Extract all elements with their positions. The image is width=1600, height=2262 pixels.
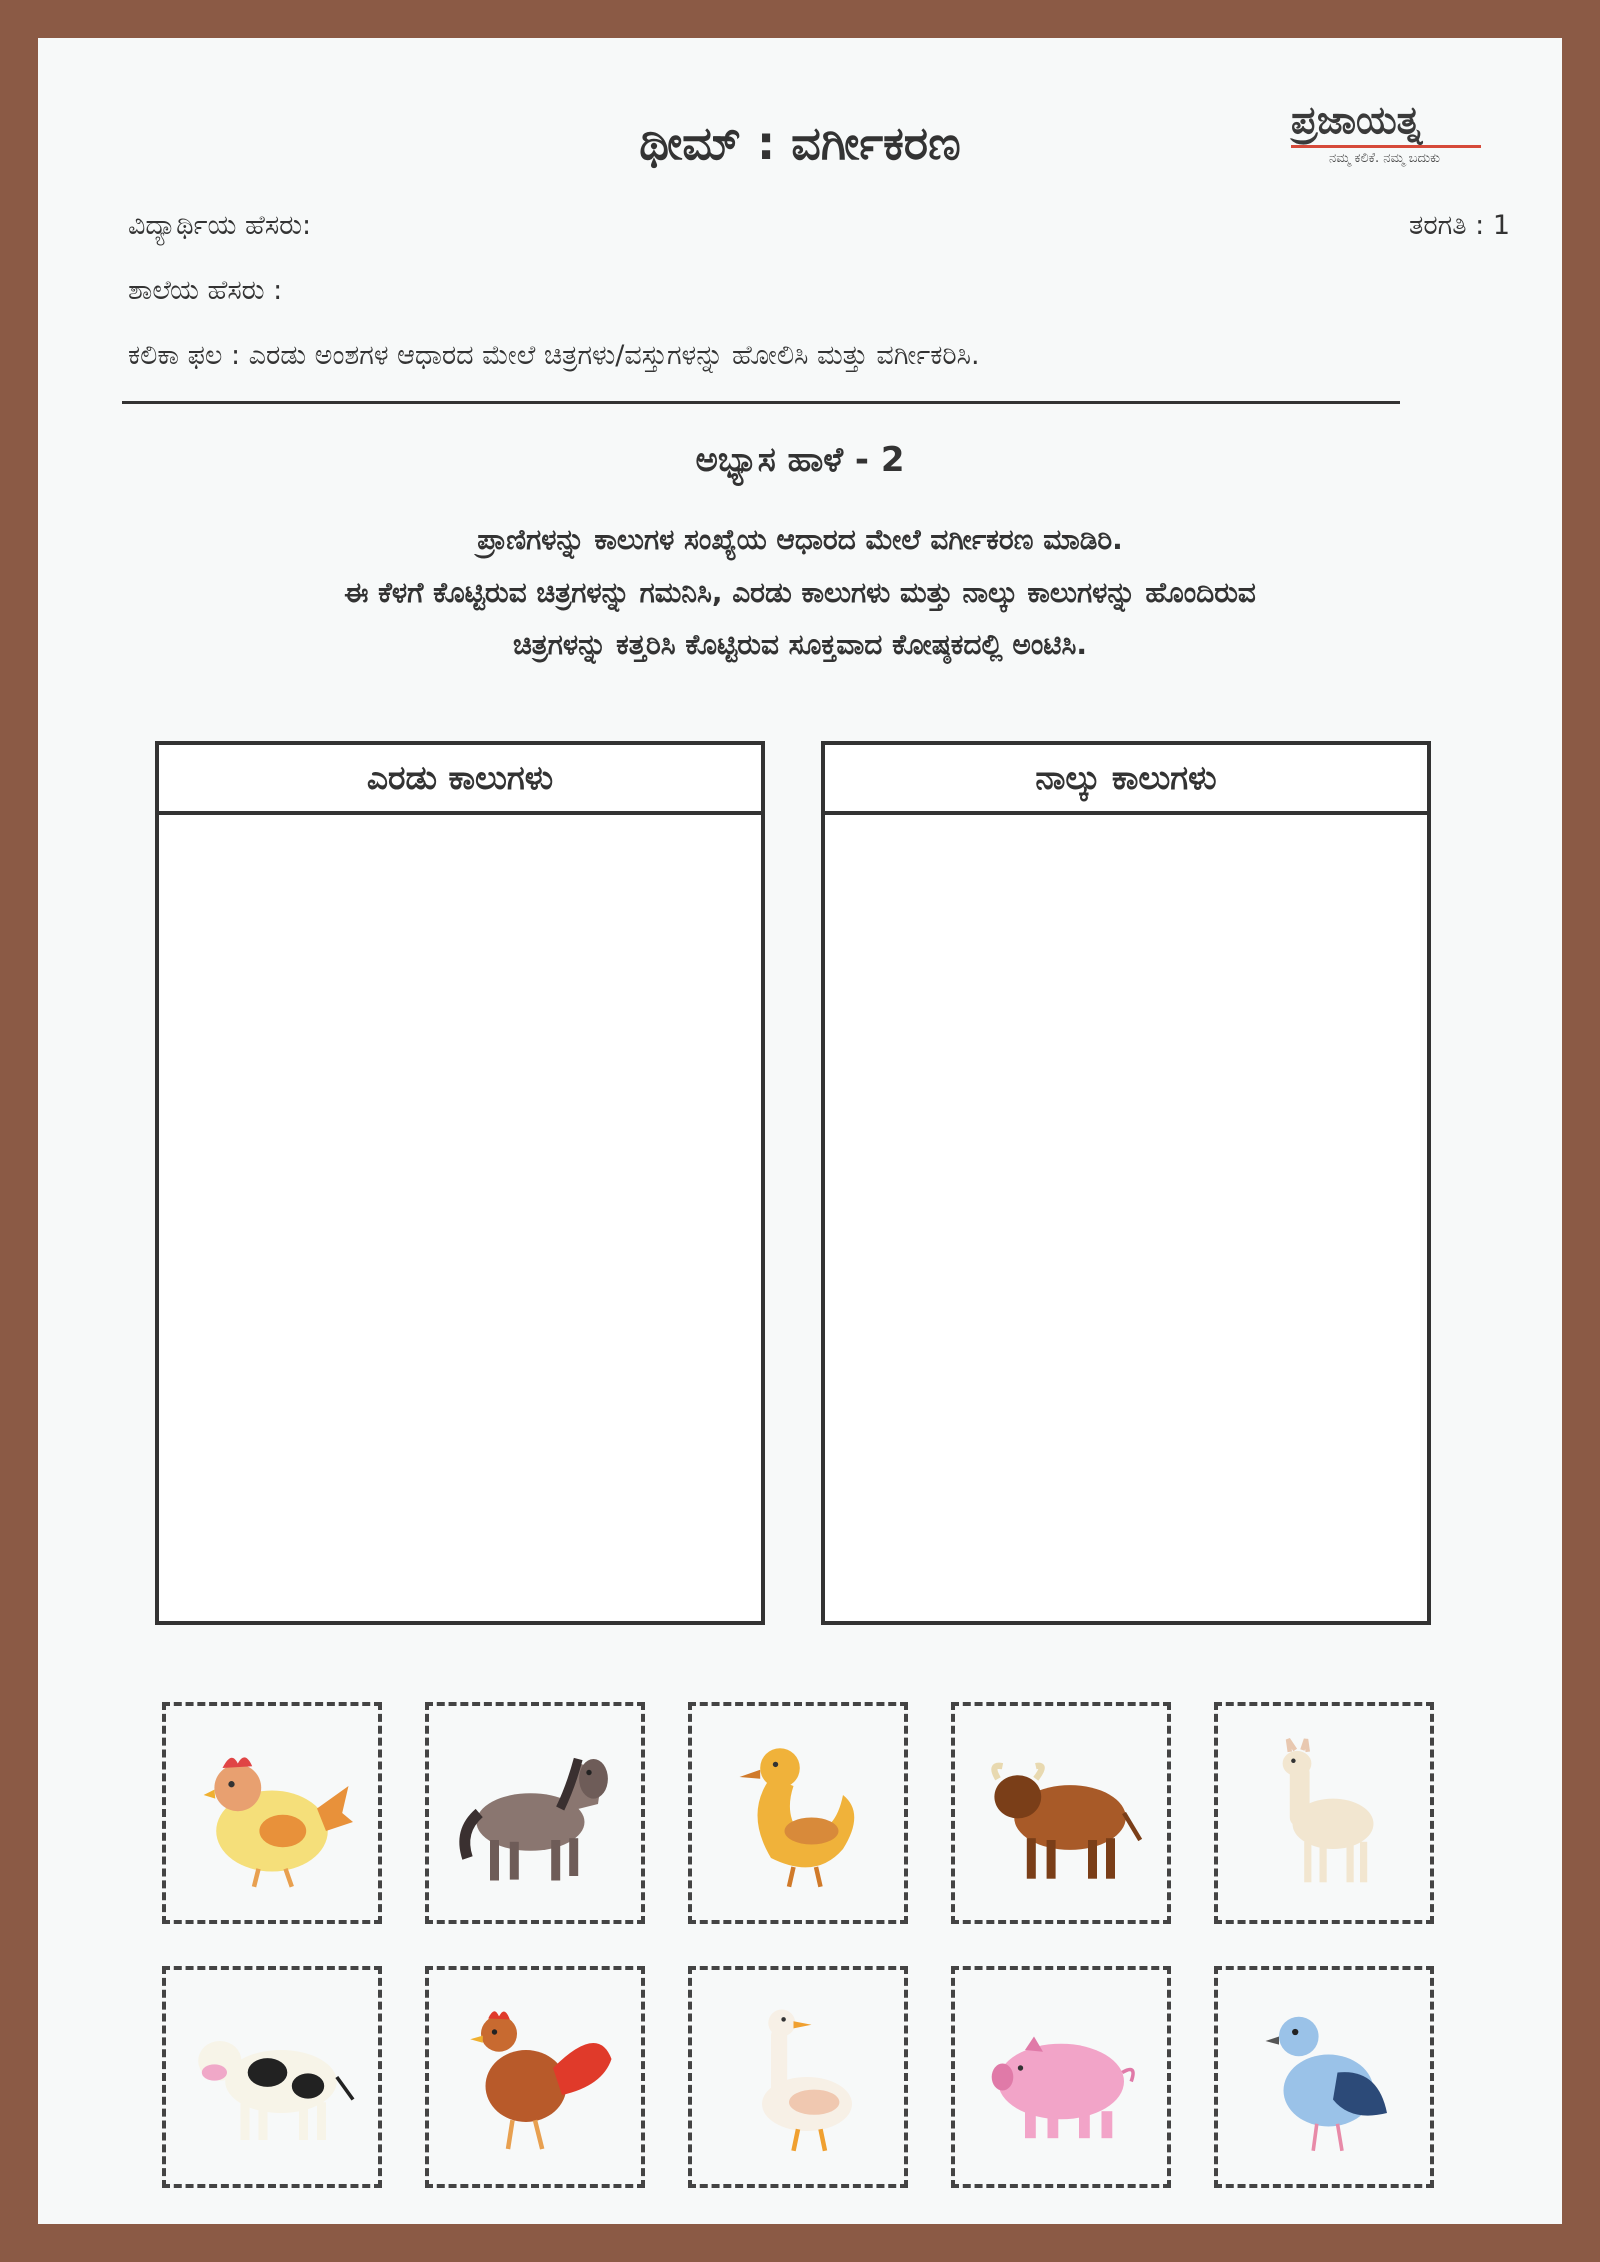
logo-tagline: ನಮ್ಮ ಕಲಿಕೆ. ನಮ್ಮ ಬದುಕು [1329,151,1441,166]
learning-outcome: ಕಲಿಕಾ ಫಲ : ಎರಡು ಅಂಶಗಳ ಆಧಾರದ ಮೇಲೆ ಚಿತ್ರಗಳು/ವಸ್ತುಗಳನ್ನು ಹೋಲಿಸಿ ಮತ್ತು ವರ್ಗೀಕರಿಸಿ. [128,340,980,371]
four-legs-heading: ನಾಲ್ಕು ಕಾಲುಗಳು [825,745,1427,815]
logo-underline [1291,145,1481,148]
instruction-line-1: ಪ್ರಾಣಿಗಳನ್ನು ಕಾಲುಗಳ ಸಂಖ್ಯೆಯ ಆಧಾರದ ಮೇಲೆ ವರ್ಗೀಕರಣ ಮಾಡಿರಿ. [477,523,1123,556]
four-legs-box[interactable] [821,741,1431,1625]
worksheet-subtitle: ಅಭ್ಯಾಸ ಹಾಳೆ - 2 [695,440,905,480]
rooster-icon [445,1987,625,2167]
hen-icon [182,1723,362,1903]
cutout-duck[interactable] [688,1702,908,1924]
duck-icon [708,1723,888,1903]
worksheet-page [38,38,1562,2224]
llama-icon [1234,1723,1414,1903]
pig-icon [971,1987,1151,2167]
two-legs-heading: ಎರಡು ಕಾಲುಗಳು [159,745,761,815]
cutout-horse[interactable] [425,1702,645,1924]
logo-name: ಪ್ರಜಾಯತ್ನ [1291,98,1422,142]
cow-icon [182,1987,362,2167]
school-name-field[interactable]: ಶಾಲೆಯ ಹೆಸರು : [128,275,283,306]
instruction-line-3: ಚಿತ್ರಗಳನ್ನು ಕತ್ತರಿಸಿ ಕೊಟ್ಟಿರುವ ಸೂಕ್ತವಾದ ಕೋಷ್ಠಕದಲ್ಲಿ ಅಂಟಿಸಿ. [512,628,1088,661]
instruction-line-2: ಈ ಕೆಳಗೆ ಕೊಟ್ಟಿರುವ ಚಿತ್ರಗಳನ್ನು ಗಮನಿಸಿ, ಎರಡು ಕಾಲುಗಳು ಮತ್ತು ನಾಲ್ಕು ಕಾಲುಗಳನ್ನು ಹೊಂದಿರುವ [344,576,1256,609]
cutout-pigeon[interactable] [1214,1966,1434,2188]
pigeon-icon [1234,1987,1414,2167]
logo [1291,98,1511,166]
goose-icon [708,1987,888,2167]
cutout-pig[interactable] [951,1966,1171,2188]
cutout-cow[interactable] [162,1966,382,2188]
horse-icon [445,1723,625,1903]
cutout-hen[interactable] [162,1702,382,1924]
cutout-goose[interactable] [688,1966,908,2188]
buffalo-icon [971,1723,1151,1903]
cutout-rooster[interactable] [425,1966,645,2188]
two-legs-box[interactable] [155,741,765,1625]
student-name-field[interactable]: ವಿದ್ಯಾರ್ಥಿಯ ಹೆಸರು: [128,210,312,241]
class-label: ತರಗತಿ : 1 [1409,210,1510,241]
cutout-buffalo[interactable] [951,1702,1171,1924]
page-title: ಥೀಮ್ : ವರ್ಗೀಕರಣ [639,116,961,170]
divider [122,401,1400,404]
cutout-llama[interactable] [1214,1702,1434,1924]
